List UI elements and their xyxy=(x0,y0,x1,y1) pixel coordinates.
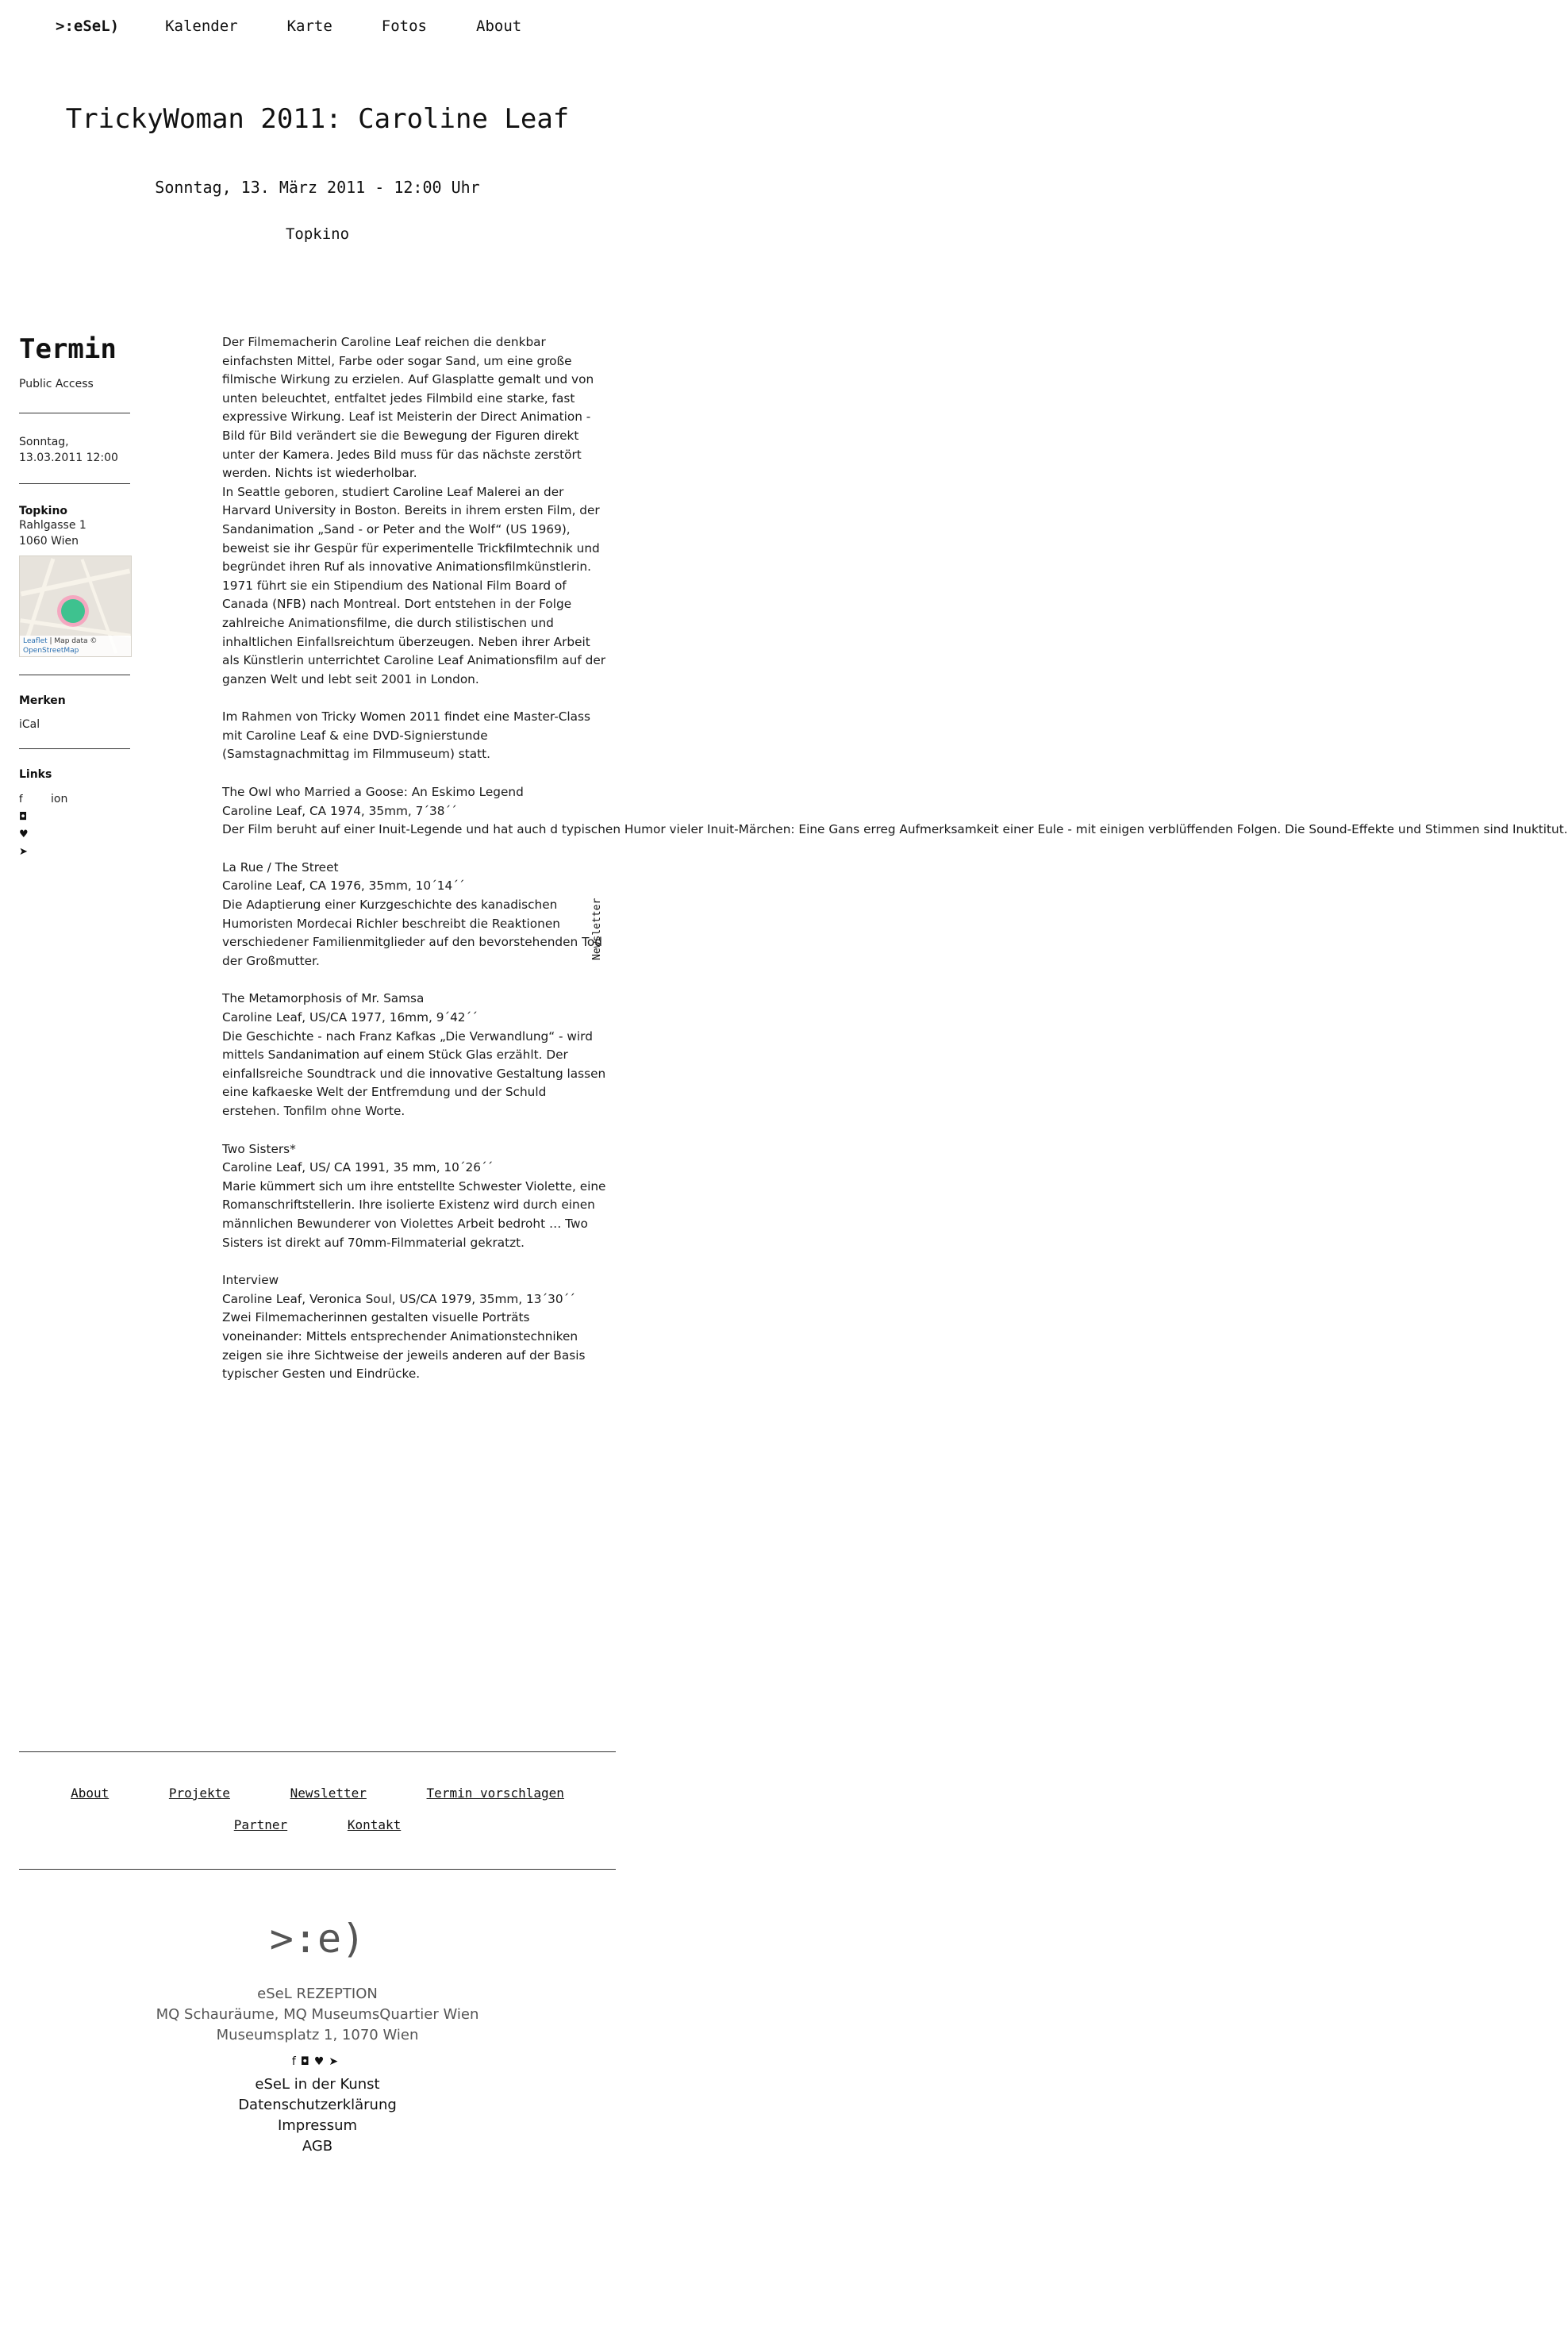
nav-fotos[interactable]: Fotos xyxy=(381,17,427,35)
footer-info-address: Museumsplatz 1, 1070 Wien xyxy=(216,2027,419,2043)
nav-karte[interactable]: Karte xyxy=(286,17,332,35)
footer-newsletter-link[interactable]: Newsletter xyxy=(290,1786,367,1801)
footer-logo[interactable]: >:e) xyxy=(269,1916,366,1962)
osm-link[interactable]: OpenStreetMap xyxy=(23,647,79,655)
access-label: Public Access xyxy=(19,378,94,390)
twitter-icon[interactable]: ♥ xyxy=(313,2055,329,2068)
film-meta: Caroline Leaf, US/CA 1977, 16mm, 9´42´´ xyxy=(222,1010,478,1024)
footer-info-name: eSeL REZEPTION xyxy=(257,1986,378,2002)
footer-termin-link[interactable]: Termin vorschlagen xyxy=(426,1786,564,1801)
map-attribution-text: | Map data © xyxy=(47,637,98,645)
nav-about[interactable]: About xyxy=(476,17,522,35)
venue-street: Rahlgasse 1 xyxy=(19,519,86,532)
film-desc: Die Geschichte - nach Franz Kafkas „Die Verwandlung“ - wird mittels Sandanimation auf einem Stück Glas erzählt. Der einfallsreiche Soundtrack und die innovative Gestaltung lassen eine kafkaeske Welt der Entfremdung und der Schuld erstehen. Tonfilm ohne Worte. xyxy=(222,1028,606,1118)
venue-name[interactable]: Topkino xyxy=(19,505,68,517)
links-row-telegram[interactable] xyxy=(19,843,130,860)
links-text[interactable]: ion xyxy=(51,793,68,805)
top-nav xyxy=(56,17,571,35)
site-logo[interactable]: >:eSeL) xyxy=(56,17,120,35)
footer-projekte-link[interactable]: Projekte xyxy=(168,1786,230,1801)
instagram-icon[interactable]: ◘ xyxy=(300,2055,314,2068)
telegram-icon[interactable]: ➤ xyxy=(19,845,28,858)
film-title: The Metamorphosis of Mr. Samsa xyxy=(222,991,425,1006)
film-desc: Die Adaptierung einer Kurzgeschichte des kanadischen Humoristen Mordecai Richler beschreibt die Reaktionen verschiedener Familienmitglieder auf den bevorstehenden Tod der Großmutter. xyxy=(222,898,602,968)
film-meta: Caroline Leaf, US/ CA 1991, 35 mm, 10´26´´ xyxy=(222,1160,494,1175)
footer-kontakt-link[interactable]: Kontakt xyxy=(347,1817,402,1832)
footer-link-impressum[interactable]: Impressum xyxy=(277,2117,358,2134)
venue-city: 1060 Wien xyxy=(19,535,79,548)
film-meta: Caroline Leaf, Veronica Soul, US/CA 1979, 35mm, 13´30´´ xyxy=(222,1291,575,1306)
merken-label: Merken xyxy=(19,694,66,707)
film-desc: Marie kümmert sich um ihre entstellte Schwester Violette, eine Romanschriftstellerin. Ihre isolierte Existenz wird durch einen männlichen Bewunderer von Violettes Arbeit bedroht … Two Sisters ist direkt auf 70mm-Filmmaterial gekratzt. xyxy=(222,1178,606,1250)
footer-social-icons xyxy=(0,2055,635,2068)
footer-link-datenschutz[interactable]: Datenschutzerklärung xyxy=(238,2097,397,2113)
facebook-icon[interactable]: f xyxy=(291,2055,301,2068)
facebook-icon[interactable]: f xyxy=(19,793,23,805)
event-sidebar xyxy=(19,333,130,860)
footer-link-agb[interactable]: AGB xyxy=(302,2138,333,2155)
footer-link-kunst[interactable]: eSeL in der Kunst xyxy=(255,2076,380,2093)
film-meta: Caroline Leaf, CA 1974, 35mm, 7´38´´ xyxy=(222,803,457,818)
film-title: Two Sisters* xyxy=(222,1141,296,1156)
links-label: Links xyxy=(19,768,52,781)
newsletter-tab[interactable]: Newsletter xyxy=(591,898,603,960)
telegram-icon[interactable]: ➤ xyxy=(329,2055,344,2068)
footer-about-link[interactable]: About xyxy=(71,1786,110,1801)
divider xyxy=(19,748,130,749)
map-marker-icon[interactable] xyxy=(61,599,85,623)
map-road xyxy=(21,569,130,597)
footer-info-location: MQ Schauräume, MQ MuseumsQuartier Wien xyxy=(156,2006,479,2023)
venue-map[interactable] xyxy=(19,555,132,657)
links-row-instagram[interactable] xyxy=(19,808,130,825)
event-datetime: Sonntag, 13. März 2011 - 12:00 Uhr xyxy=(155,178,480,197)
instagram-icon[interactable]: ◘ xyxy=(19,810,28,823)
film-title: Interview xyxy=(222,1273,279,1288)
film-desc: Zwei Filmemacherinnen gestalten visuelle Porträts voneinander: Mittels entsprechender Animationstechniken zeigen sie ihre Sichtweise der jeweils anderen auf der Basis typischer Gesten und Eindrücke. xyxy=(222,1310,586,1382)
footer-nav-row-2 xyxy=(0,1817,635,1832)
divider xyxy=(19,483,130,484)
paragraph: Im Rahmen von Tricky Women 2011 findet eine Master-Class mit Caroline Leaf & eine DVD-Signierstunde (Samstagnachmittag im Filmmuseum) statt. xyxy=(222,709,590,762)
twitter-icon[interactable]: ♥ xyxy=(19,828,29,840)
footer-nav-row-1 xyxy=(0,1786,635,1801)
film-meta: Caroline Leaf, CA 1976, 35mm, 10´14´´ xyxy=(222,878,465,894)
leaflet-link[interactable]: Leaflet xyxy=(23,637,48,645)
paragraph: Der Filmemacherin Caroline Leaf reichen die denkbar einfachsten Mittel, Farbe oder sogar Sand, um eine große filmische Wirkung zu erzielen. Auf Glasplatte gemalt und von unten beleuchtet, entfaltet jedes Filmbild eine starke, fast expressive Wirkung. Leaf ist Meisterin der Direct Animation - Bild für Bild verändert sie die Bewegung der Figuren direkt unter der Kamera. Jedes Bild muss für das nächste zerstört werden. Nichts ist wiederholbar. xyxy=(222,335,594,481)
links-row-facebook[interactable] xyxy=(19,790,130,808)
ical-link[interactable]: iCal xyxy=(19,718,40,731)
paragraph: In Seattle geboren, studiert Caroline Leaf Malerei an der Harvard University in Boston. Bereits in ihrem ersten Film, der Sandanimation „Sand - or Peter and the Wolf“ (US 1969), beweist sie ihr Gespür für experimentelle Trickfilmtechnik und begründet ihren Ruf als innovative Animationsfilmkünstlerin. 1971 führt sie ein Stipendium des National Film Board of Canada (NFB) nach Montreal. Dort entstehen in der Folge zahlreiche Animationsfilme, die durch stilistischen und inhaltlichen Einfallsreichtum überzeugen. Neben ihrer Arbeit als Künstlerin unterrichtet Caroline Leaf Animationsfilm auf der ganzen Welt und lebt seit 2001 in London. xyxy=(222,484,606,686)
film-title: The Owl who Married a Goose: An Eskimo Legend xyxy=(222,785,524,800)
film-title: La Rue / The Street xyxy=(222,859,339,875)
event-venue[interactable]: Topkino xyxy=(285,225,350,243)
nav-kalender[interactable]: Kalender xyxy=(165,17,238,35)
film-desc: Der Film beruht auf einer Inuit-Legende und hat auch d typischen Humor vieler Inuit-Märchen: Eine Gans erreg Aufmerksamkeit einer Eule - mit einigen verblüffenden Folgen. Die Sound-Effekte und Stimmen sind Inuktitut. xyxy=(222,822,1568,837)
footer-divider xyxy=(19,1869,616,1870)
links-row-twitter[interactable] xyxy=(19,825,130,843)
sidebar-heading: Termin xyxy=(19,333,117,365)
page-title: TrickyWoman 2011: Caroline Leaf xyxy=(65,103,570,135)
footer-partner-link[interactable]: Partner xyxy=(233,1817,288,1832)
event-description xyxy=(222,333,1568,1384)
date-line-2: 13.03.2011 12:00 xyxy=(19,452,118,464)
map-attribution xyxy=(20,636,131,656)
date-line-1: Sonntag, xyxy=(19,436,69,448)
footer-divider xyxy=(19,1751,616,1752)
footer-links xyxy=(0,2074,635,2157)
